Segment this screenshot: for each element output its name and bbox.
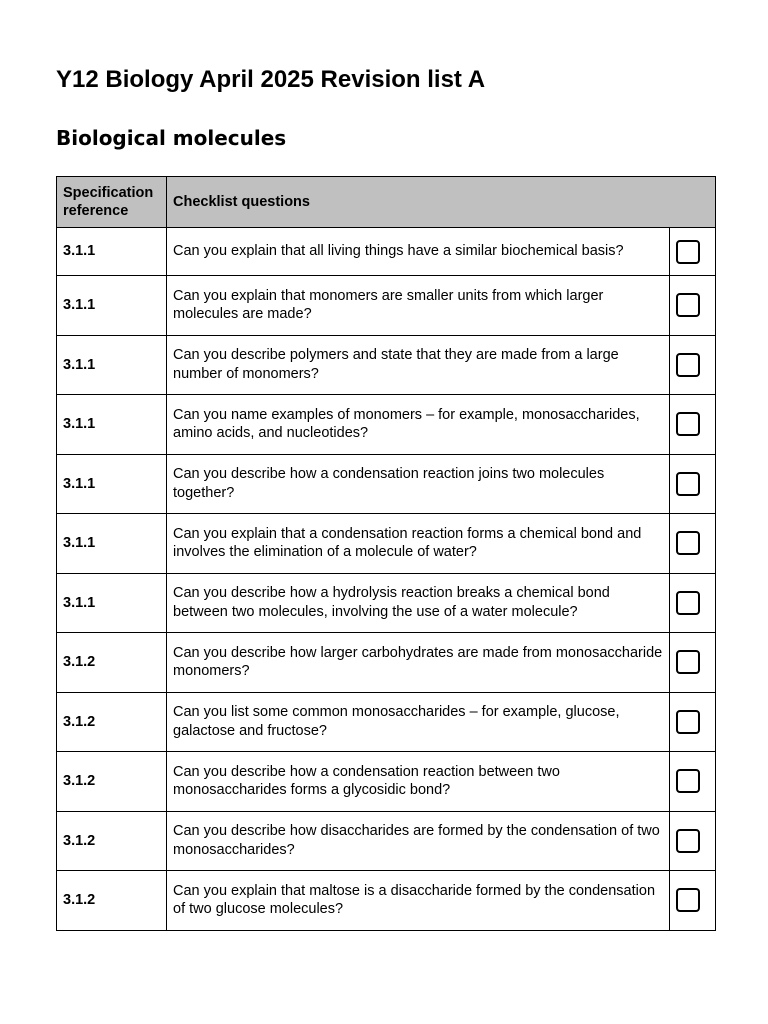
spec-reference: 3.1.1 <box>57 454 167 514</box>
spec-reference: 3.1.1 <box>57 514 167 574</box>
checkbox-cell <box>670 514 716 574</box>
checkbox[interactable] <box>676 650 700 674</box>
checklist-question: Can you explain that all living things have a similar biochemical basis? <box>167 228 670 276</box>
table-row <box>57 811 716 871</box>
checkbox-cell <box>670 752 716 812</box>
checklist-question: Can you name examples of monomers – for example, monosaccharides, amino acids, and nucleotides? <box>167 395 670 455</box>
spec-reference: 3.1.2 <box>57 692 167 752</box>
checkbox[interactable] <box>676 412 700 436</box>
checklist-question: Can you explain that a condensation reaction forms a chemical bond and involves the elimination of a molecule of water? <box>167 514 670 574</box>
checkbox-cell <box>670 454 716 514</box>
spec-reference: 3.1.2 <box>57 633 167 693</box>
checkbox-cell <box>670 276 716 336</box>
checklist-question: Can you explain that maltose is a disaccharide formed by the condensation of two glucose molecules? <box>167 871 670 931</box>
checklist-question: Can you describe how disaccharides are formed by the condensation of two monosaccharides? <box>167 811 670 871</box>
checklist-question: Can you list some common monosaccharides – for example, glucose, galactose and fructose? <box>167 692 670 752</box>
checkbox[interactable] <box>676 240 700 264</box>
checkbox[interactable] <box>676 888 700 912</box>
checkbox-cell <box>670 228 716 276</box>
table-row <box>57 335 716 395</box>
section-title: Biological molecules <box>56 126 287 150</box>
spec-reference: 3.1.1 <box>57 573 167 633</box>
table-row <box>57 276 716 336</box>
header-checklist-questions: Checklist questions <box>167 177 716 228</box>
table-row <box>57 633 716 693</box>
checklist-question: Can you describe how a condensation reaction joins two molecules together? <box>167 454 670 514</box>
table-row <box>57 228 716 276</box>
spec-reference: 3.1.1 <box>57 276 167 336</box>
spec-reference: 3.1.1 <box>57 228 167 276</box>
checklist-question: Can you describe polymers and state that they are made from a large number of monomers? <box>167 335 670 395</box>
checkbox-cell <box>670 633 716 693</box>
table-header-row <box>57 177 716 228</box>
revision-checklist-table <box>56 176 716 931</box>
table-row <box>57 752 716 812</box>
checklist-question: Can you describe how a hydrolysis reaction breaks a chemical bond between two molecules, involving the use of a water molecule? <box>167 573 670 633</box>
checkbox[interactable] <box>676 293 700 317</box>
spec-reference: 3.1.2 <box>57 811 167 871</box>
table-row <box>57 871 716 931</box>
checkbox[interactable] <box>676 769 700 793</box>
table-row <box>57 573 716 633</box>
table-row <box>57 454 716 514</box>
spec-reference: 3.1.2 <box>57 871 167 931</box>
header-specification-reference: Specification reference <box>57 177 167 228</box>
checkbox[interactable] <box>676 829 700 853</box>
table-row <box>57 395 716 455</box>
checkbox-cell <box>670 395 716 455</box>
table-row <box>57 692 716 752</box>
table-row <box>57 514 716 574</box>
checkbox-cell <box>670 692 716 752</box>
checkbox[interactable] <box>676 531 700 555</box>
checklist-question: Can you describe how larger carbohydrates are made from monosaccharide monomers? <box>167 633 670 693</box>
checkbox[interactable] <box>676 472 700 496</box>
checklist-question: Can you explain that monomers are smaller units from which larger molecules are made? <box>167 276 670 336</box>
spec-reference: 3.1.2 <box>57 752 167 812</box>
spec-reference: 3.1.1 <box>57 395 167 455</box>
checkbox-cell <box>670 335 716 395</box>
document-title: Y12 Biology April 2025 Revision list A <box>56 66 486 93</box>
checkbox-cell <box>670 811 716 871</box>
checkbox[interactable] <box>676 353 700 377</box>
checklist-question: Can you describe how a condensation reaction between two monosaccharides forms a glycosidic bond? <box>167 752 670 812</box>
checkbox-cell <box>670 573 716 633</box>
spec-reference: 3.1.1 <box>57 335 167 395</box>
checkbox[interactable] <box>676 591 700 615</box>
checkbox-cell <box>670 871 716 931</box>
checkbox[interactable] <box>676 710 700 734</box>
